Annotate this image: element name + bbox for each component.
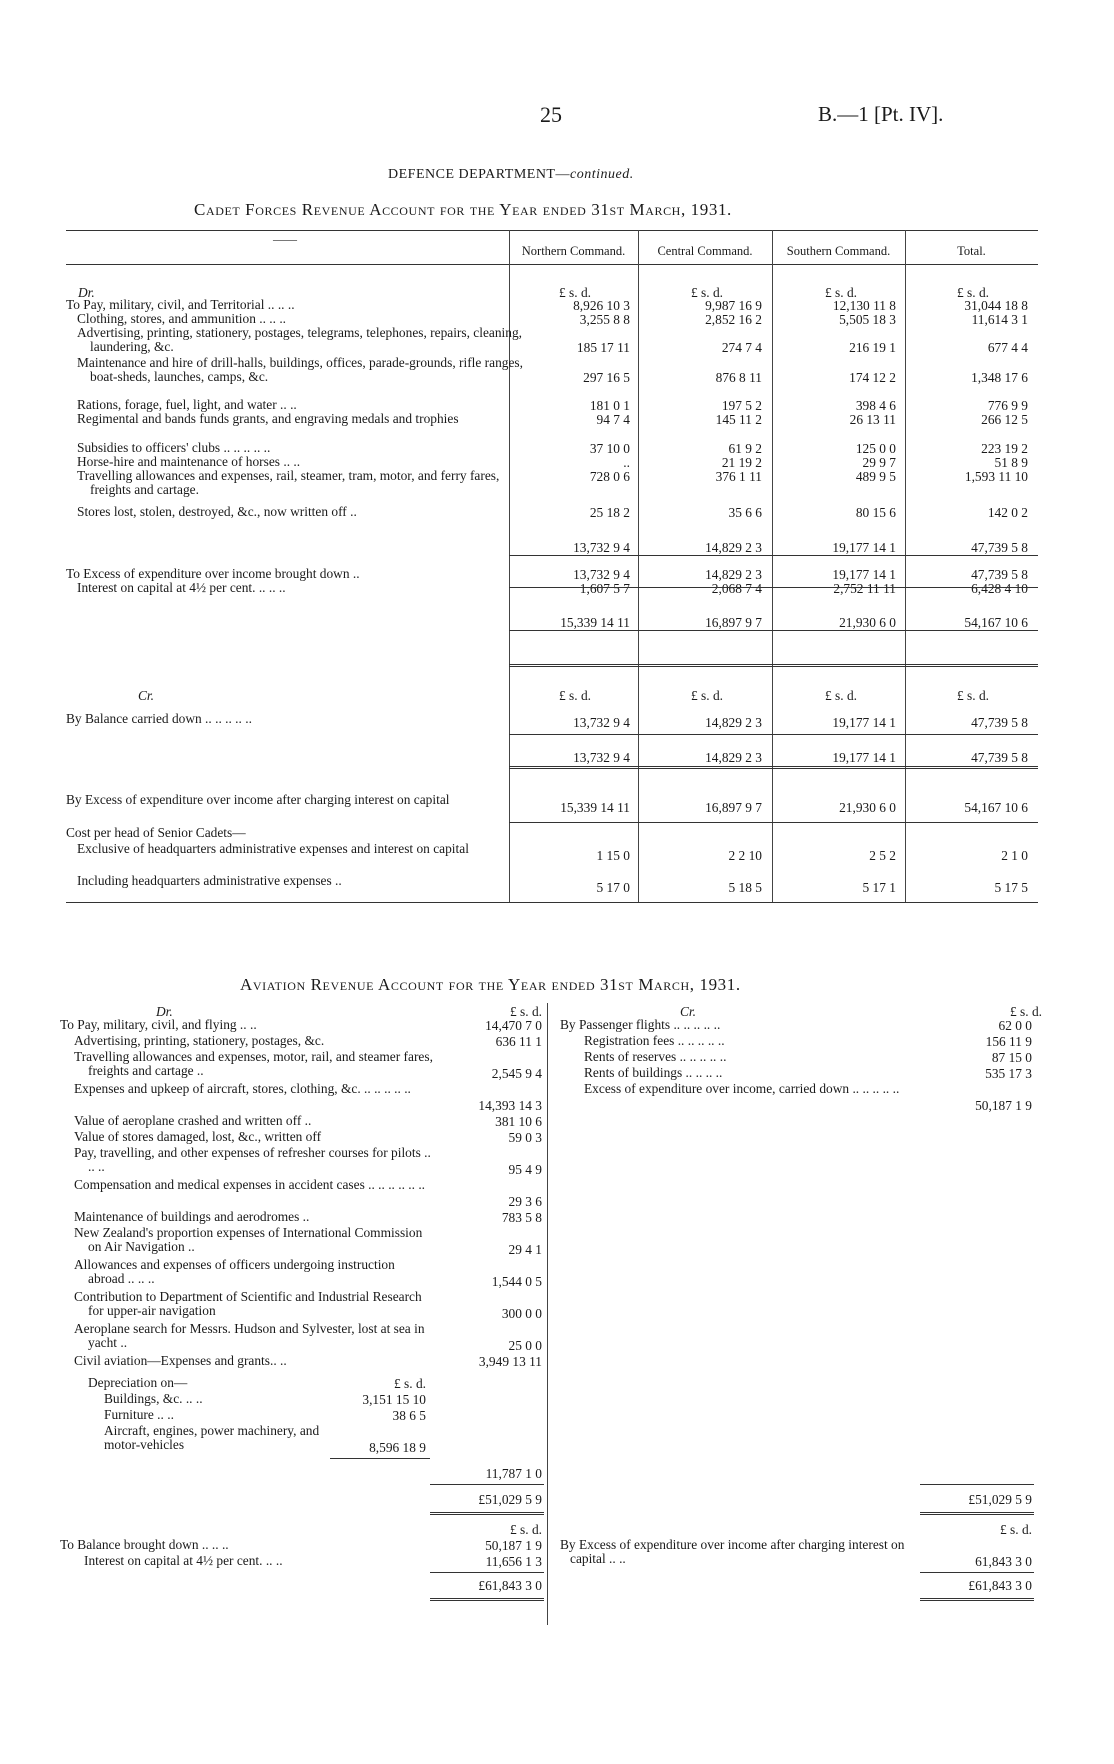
cadet-excess-total-value: 54,167 10 6 [964, 615, 1028, 630]
balance-row-label: Interest on capital at 4½ per cent. .. .. [84, 1553, 283, 1568]
balance-money-header: £ s. d. [1000, 1522, 1032, 1537]
cadet-dr-row-value: 223 19 2 [981, 441, 1028, 456]
cadet-dr-row-value: 728 0 6 [589, 469, 630, 484]
aviation-dr-row-label: Advertising, printing, stationery, postages, &c. [74, 1033, 325, 1048]
balance-money-header: £ s. d. [510, 1522, 542, 1537]
aviation-cr-money-header: £ s. d. [1010, 1004, 1042, 1019]
aviation-dr-row-label: Contribution to Department of Scientific and Industrial Research for upper-air navigation [74, 1289, 422, 1318]
cadet-dr-row-value: 274 7 4 [721, 340, 762, 355]
aviation-cr-row-value: 50,187 1 9 [975, 1098, 1032, 1113]
cadet-dr-row-value: 145 11 2 [715, 412, 762, 427]
cadet-dr-row-label: Travelling allowances and expenses, rail, steamer, tram, motor, and ferry fares, freights and cartage. [77, 468, 500, 497]
balance-row-label: To Balance brought down .. .. .. [60, 1537, 229, 1552]
money-header: £ s. d. [825, 285, 857, 300]
aviation-account-title: Aviation Revenue Account for the Year ended 31st March, 1931. [240, 975, 741, 994]
cadet-dr-row-label: Clothing, stores, and ammunition .. .. .. [77, 311, 287, 326]
heading-main: DEFENCE DEPARTMENT— [388, 167, 570, 182]
heading-italic: continued. [569, 167, 634, 182]
aviation-cr-total: £51,029 5 9 [968, 1492, 1032, 1507]
aviation-cr-row-label: Rents of reserves .. .. .. .. .. [584, 1049, 727, 1064]
aviation-dr-row-label: New Zealand's proportion expenses of International Commission on Air Navigation .. [74, 1225, 423, 1254]
aviation-dr-row-value: 29 3 6 [508, 1194, 542, 1209]
aviation-cr-row-label: Registration fees .. .. .. .. .. [584, 1033, 725, 1048]
aviation-dr-row-value: 14,470 7 0 [485, 1018, 542, 1033]
aviation-cr-label: Cr. [680, 1004, 697, 1019]
cost-row-value: 5 17 1 [862, 880, 896, 895]
aviation-dr-row-value: 2,545 9 4 [491, 1066, 542, 1081]
cadet-dr-row-value: 489 9 5 [855, 469, 896, 484]
cadet-dr-row-value: 31,044 18 8 [964, 298, 1028, 313]
cadet-dr-row-value: 61 9 2 [728, 441, 762, 456]
cadet-dr-row-value: 11,614 3 1 [971, 312, 1028, 327]
column-header-total: Total. [957, 244, 986, 258]
aviation-dr-row-label: Aeroplane search for Messrs. Hudson and Sylvester, lost at sea in yacht .. [74, 1321, 425, 1350]
cadet-dr-row-value: 80 15 6 [855, 505, 896, 520]
cadet-dr-row-value: 185 17 11 [576, 340, 630, 355]
cadet-dr-row-value: 51 8 9 [994, 455, 1028, 470]
aviation-dr-row-value: 59 0 3 [508, 1130, 542, 1145]
cadet-dr-row-value: 1,593 11 10 [964, 469, 1028, 484]
document-reference: B.—1 [Pt. IV]. [818, 102, 944, 126]
cadet-dr-row-value: 376 1 11 [715, 469, 762, 484]
cr2-total: £61,843 3 0 [968, 1578, 1032, 1593]
depreciation-item: Furniture .. .. [104, 1407, 174, 1422]
aviation-dr-row-label: Expenses and upkeep of aircraft, stores, clothing, &c. .. .. .. .. .. [74, 1081, 411, 1096]
cadet-after-interest-value: 54,167 10 6 [964, 800, 1028, 815]
cadet-dr-row-value: 125 0 0 [855, 441, 896, 456]
cadet-dr-row-value: 174 12 2 [849, 370, 896, 385]
aviation-dr-row-value: 29 4 1 [508, 1242, 542, 1257]
aviation-dr-money-header: £ s. d. [510, 1004, 542, 1019]
money-header: £ s. d. [559, 285, 591, 300]
cadet-dr-row-value: 876 8 11 [715, 370, 762, 385]
cadet-after-interest-value: 21,930 6 0 [839, 800, 896, 815]
aviation-cr-row-label: Rents of buildings .. .. .. .. [584, 1065, 723, 1080]
depreciation-label: Depreciation on— [88, 1375, 188, 1390]
cadet-dr-row-value: 25 18 2 [589, 505, 630, 520]
depreciation-item: Buildings, &c. .. .. [104, 1391, 203, 1406]
balance-total: £61,843 3 0 [478, 1578, 542, 1593]
cadet-cr-row-value: 13,732 9 4 [573, 715, 630, 730]
cadet-dr-row-label: Regimental and bands funds grants, and engraving medals and trophies [77, 411, 459, 426]
cadet-dr-row-label: Subsidies to officers' clubs .. .. .. .. .. [77, 440, 271, 455]
cadet-dr-row-value: 197 5 2 [721, 398, 762, 413]
cadet-dr-row-label: To Pay, military, civil, and Territorial .. .. .. [66, 297, 295, 312]
cost-row-value: 2 2 10 [728, 848, 762, 863]
aviation-dr-row-value: 783 5 8 [501, 1210, 542, 1225]
cost-row-value: 5 18 5 [728, 880, 762, 895]
aviation-dr-total: £51,029 5 9 [478, 1492, 542, 1507]
cost-row-value: 1 15 0 [596, 848, 630, 863]
money-header: £ s. d. [691, 688, 723, 703]
depreciation-item: Aircraft, engines, power machinery, and motor-vehicles [104, 1423, 320, 1452]
cadet-excess-row-label: Interest on capital at 4½ per cent. .. .. .. [77, 580, 286, 595]
cadet-dr-row-value: 3,255 8 8 [579, 312, 630, 327]
cadet-excess-row-value: 6,428 4 10 [971, 581, 1028, 596]
aviation-cr-row-label: Excess of expenditure over income, carried down .. .. .. .. .. [584, 1081, 900, 1096]
cadet-dr-row-label: Maintenance and hire of drill-halls, buildings, offices, parade-grounds, rifle ranges, boat-sheds, launches, camps, &c. [77, 355, 523, 384]
column-header-southern: Southern Command. [786, 244, 891, 258]
cadet-dr-row-value: 26 13 11 [849, 412, 896, 427]
cadet-dr-row-value: 181 0 1 [589, 398, 630, 413]
cadet-excess-row-value: 19,177 14 1 [832, 567, 896, 582]
aviation-cr2-value: 61,843 3 0 [975, 1554, 1032, 1569]
cadet-after-interest-label: By Excess of expenditure over income after charging interest on capital [66, 792, 450, 807]
cadet-dr-row-value: 12,130 11 8 [832, 298, 896, 313]
cadet-excess-row-value: 1,607 5 7 [579, 581, 630, 596]
cadet-dr-row-label: Advertising, printing, stationery, postages, telegrams, telephones, repairs, cleaning, laundering, &c. [77, 325, 522, 354]
cadet-dr-row-value: 1,348 17 6 [971, 370, 1028, 385]
money-header: £ s. d. [957, 285, 989, 300]
cadet-cr-row-label: By Balance carried down .. .. .. .. .. [66, 711, 252, 726]
cadet-cr-row-value: 19,177 14 1 [832, 715, 896, 730]
cadet-excess-row-value: 2,068 7 4 [711, 581, 762, 596]
cost-row-label: Including headquarters administrative expenses .. [77, 873, 342, 888]
aviation-cr-row-label: By Passenger flights .. .. .. .. .. [560, 1017, 721, 1032]
cadet-cr-total-value: 13,732 9 4 [573, 750, 630, 765]
aviation-dr-row-value: 25 0 0 [508, 1338, 542, 1353]
cadet-cr-row-value: 14,829 2 3 [705, 715, 762, 730]
cadet-excess-total-value: 16,897 9 7 [705, 615, 762, 630]
cadet-after-interest-value: 16,897 9 7 [705, 800, 762, 815]
cadet-dr-row-value: 142 0 2 [987, 505, 1028, 520]
money-header: £ s. d. [559, 688, 591, 703]
cadet-dr-row-value: 8,926 10 3 [573, 298, 630, 313]
cadet-dr-row-value: 9,987 16 9 [705, 298, 762, 313]
cadet-dr-row-label: Horse-hire and maintenance of horses .. .. [77, 454, 301, 469]
aviation-dr-row-value: 3,949 13 11 [478, 1354, 542, 1369]
money-header: £ s. d. [691, 285, 723, 300]
aviation-dr-row-value: 95 4 9 [508, 1162, 542, 1177]
cadet-dr-row-label: Rations, forage, fuel, light, and water .. .. [77, 397, 297, 412]
money-header: £ s. d. [957, 688, 989, 703]
page-number: 25 [540, 102, 562, 127]
aviation-dr-row-label: Travelling allowances and expenses, motor, rail, and steamer fares, freights and cartage .. [74, 1049, 433, 1078]
cr-label: Cr. [138, 688, 155, 703]
cost-per-head-heading: Cost per head of Senior Cadets— [66, 825, 246, 840]
cadet-dr-row-value: 29 9 7 [862, 455, 896, 470]
aviation-dr-row-label: Value of stores damaged, lost, &c., written off [74, 1129, 322, 1144]
stub-dash: —— [273, 232, 297, 246]
cadet-after-interest-value: 15,339 14 11 [560, 800, 630, 815]
cadet-excess-total-value: 21,930 6 0 [839, 615, 896, 630]
aviation-cr2-label: By Excess of expenditure over income after charging interest on capital .. .. [560, 1537, 905, 1566]
cadet-dr-total-value: 13,732 9 4 [573, 540, 630, 555]
cadet-cr-total-value: 19,177 14 1 [832, 750, 896, 765]
aviation-dr-row-value: 381 10 6 [495, 1114, 542, 1129]
aviation-dr-row-label: Compensation and medical expenses in accident cases .. .. .. .. .. .. [74, 1177, 426, 1192]
cadet-dr-row-value: 776 9 9 [987, 398, 1028, 413]
aviation-cr-row-value: 156 11 9 [985, 1034, 1032, 1049]
aviation-dr-row-value: 1,544 0 5 [491, 1274, 542, 1289]
cost-row-value: 5 17 5 [994, 880, 1028, 895]
cadet-dr-row-value: 216 19 1 [849, 340, 896, 355]
cadet-excess-row-value: 13,732 9 4 [573, 567, 630, 582]
column-header-central: Central Command. [657, 244, 753, 258]
cadet-dr-total-value: 19,177 14 1 [832, 540, 896, 555]
depreciation-money-header: £ s. d. [394, 1376, 426, 1391]
cadet-dr-total-value: 14,829 2 3 [705, 540, 762, 555]
aviation-dr-row-value: 636 11 1 [495, 1034, 542, 1049]
cadet-cr-row-value: 47,739 5 8 [971, 715, 1028, 730]
balance-row-value: 11,656 1 3 [485, 1554, 542, 1569]
depreciation-value: 38 6 5 [392, 1408, 426, 1423]
aviation-dr-row-label: Value of aeroplane crashed and written off .. [74, 1113, 312, 1128]
column-header-northern: Northern Command. [521, 244, 626, 258]
aviation-dr-row-label: Pay, travelling, and other expenses of refresher courses for pilots .. .. .. [74, 1145, 431, 1174]
cadet-excess-row-value: 47,739 5 8 [971, 567, 1028, 582]
cadet-dr-row-value: 35 6 6 [728, 505, 762, 520]
aviation-dr-row-label: Civil aviation—Expenses and grants.. .. [74, 1353, 287, 1368]
cadet-dr-total-value: 47,739 5 8 [971, 540, 1028, 555]
cadet-dr-row-value: 5,505 18 3 [839, 312, 896, 327]
cost-row-value: 5 17 0 [596, 880, 630, 895]
cadet-dr-row-label: Stores lost, stolen, destroyed, &c., now written off .. [77, 504, 357, 519]
aviation-dr-row-value: 14,393 14 3 [478, 1098, 542, 1113]
cost-row-label: Exclusive of headquarters administrative expenses and interest on capital [77, 841, 469, 856]
aviation-cr-row-value: 87 15 0 [991, 1050, 1032, 1065]
cadet-dr-row-value: 21 19 2 [721, 455, 762, 470]
cadet-dr-row-value: 398 4 6 [855, 398, 896, 413]
cadet-excess-total-value: 15,339 14 11 [560, 615, 630, 630]
aviation-dr-label: Dr. [156, 1004, 173, 1019]
aviation-dr-row-label: Maintenance of buildings and aerodromes .. [74, 1209, 310, 1224]
aviation-dr-row-value: 300 0 0 [501, 1306, 542, 1321]
cadet-dr-row-value: 37 10 0 [589, 441, 630, 456]
cadet-excess-row-label: To Excess of expenditure over income brought down .. [66, 566, 360, 581]
cadet-dr-row-value: 297 16 5 [583, 370, 630, 385]
cost-row-value: 2 5 2 [869, 848, 896, 863]
cadet-cr-total-value: 14,829 2 3 [705, 750, 762, 765]
depreciation-value: 3,151 15 10 [362, 1392, 426, 1407]
cadet-dr-row-value: 94 7 4 [596, 412, 630, 427]
aviation-dr-row-label: To Pay, military, civil, and flying .. .. [60, 1017, 257, 1032]
aviation-cr-row-value: 62 0 0 [998, 1018, 1032, 1033]
cadet-dr-row-value: .. [623, 455, 630, 470]
depreciation-total: 11,787 1 0 [485, 1466, 542, 1481]
cadet-dr-row-value: 677 4 4 [987, 340, 1028, 355]
balance-row-value: 50,187 1 9 [485, 1538, 542, 1553]
cadet-cr-total-value: 47,739 5 8 [971, 750, 1028, 765]
aviation-dr-row-label: Allowances and expenses of officers undergoing instruction abroad .. .. .. [74, 1257, 395, 1286]
department-heading [388, 167, 634, 183]
cadet-account-title: Cadet Forces Revenue Account for the Year ended 31st March, 1931. [194, 200, 732, 219]
aviation-cr-row-value: 535 17 3 [985, 1066, 1032, 1081]
cadet-dr-row-value: 2,852 16 2 [705, 312, 762, 327]
cadet-excess-row-value: 14,829 2 3 [705, 567, 762, 582]
cost-row-value: 2 1 0 [1001, 848, 1028, 863]
dr-label: Dr. [78, 285, 95, 300]
cadet-dr-row-value: 266 12 5 [981, 412, 1028, 427]
cadet-excess-row-value: 2,752 11 11 [833, 581, 896, 596]
depreciation-value: 8,596 18 9 [369, 1440, 426, 1455]
money-header: £ s. d. [825, 688, 857, 703]
